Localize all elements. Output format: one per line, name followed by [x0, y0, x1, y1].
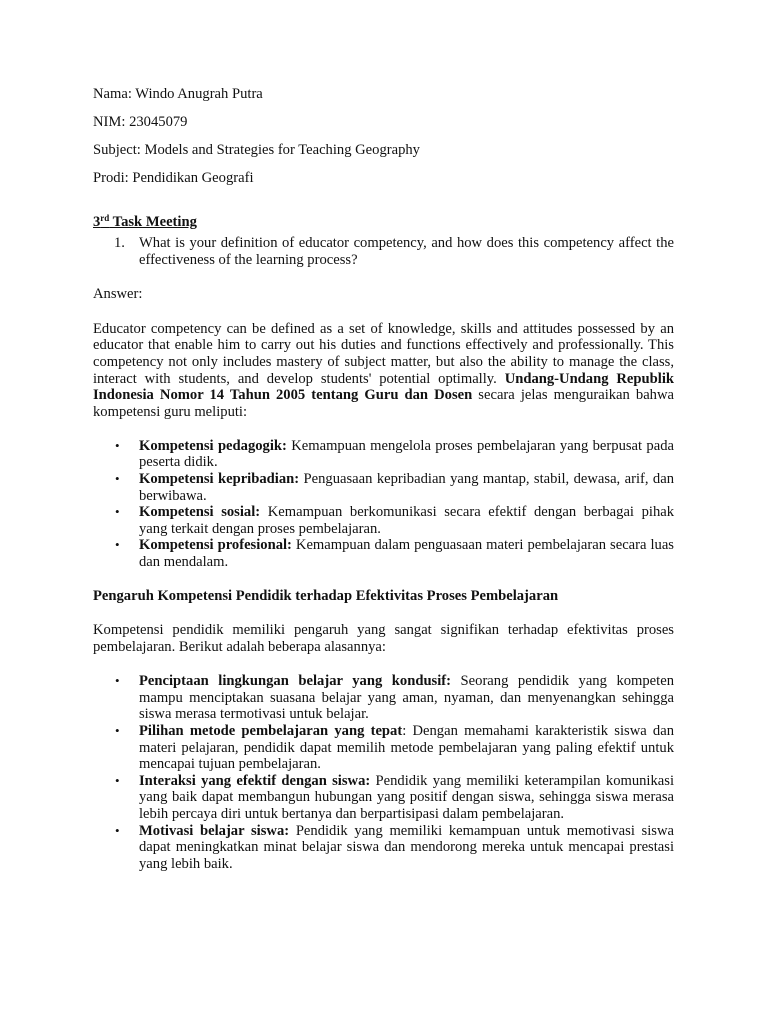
reason-term: Motivasi belajar siswa:	[139, 822, 290, 839]
competency-list	[93, 438, 674, 571]
bullet-icon: •	[115, 437, 120, 453]
competency-term: Kompetensi sosial:	[139, 504, 261, 521]
answer-intro-text: Educator competency can be defined as a set of knowledge, skills and attitudes possessed by an educator that enable him to carry out his duties and functions effectively and professionally. This competency not only includes mastery of subject matter, but also the ability to manage the class, interact with students, and develop students' potential optimally.	[93, 320, 674, 387]
bullet-icon: •	[115, 673, 120, 689]
list-item	[115, 772, 674, 823]
task-title: Task Meeting	[109, 214, 197, 231]
bullet-icon: •	[115, 504, 120, 520]
answer-intro-paragraph	[93, 321, 674, 421]
list-item	[115, 822, 674, 873]
reason-desc: Dengan memahami karakteristik siswa dan materi pelajaran, pendidik dapat memilih metode pembelajaran yang paling efektif untuk mencapai tujuan pembelajaran.	[139, 722, 675, 773]
reason-desc: Pendidik yang memiliki keterampilan komunikasi yang baik dapat membangun hubungan yang positif dengan siswa, sehingga siswa merasa lebih percaya diri untuk bertanya dan berpartisipasi dalam pembelajaran.	[139, 772, 674, 822]
reason-colon: :	[402, 722, 407, 739]
section-intro-paragraph: Kompetensi pendidik memiliki pengaruh yang sangat signifikan terhadap efektivitas proses pembelajaran. Berikut adalah beberapa alasannya:	[93, 622, 674, 656]
bullet-icon: •	[115, 471, 120, 487]
bullet-icon: •	[115, 722, 120, 738]
bullet-icon: •	[115, 772, 120, 788]
question-item	[114, 235, 674, 268]
task-ordinal-suffix: rd	[100, 213, 110, 224]
reason-list	[93, 673, 674, 872]
competency-term: Kompetensi pedagogik:	[139, 437, 287, 454]
prodi-line: Prodi: Pendidikan Geografi	[93, 169, 254, 186]
question-text: What is your definition of educator competency, and how does this competency affect the effectiveness of the learning process?	[139, 235, 674, 268]
law-reference: Undang-Undang Republik Indonesia Nomor 14 Tahun 2005 tentang Guru dan Dosen	[93, 370, 674, 404]
competency-desc: Penguasaan kepribadian yang mantap, stabil, dewasa, arif, dan berwibawa.	[139, 471, 674, 504]
question-list	[93, 235, 674, 268]
document-page	[93, 86, 674, 872]
list-item	[115, 537, 674, 571]
list-item	[115, 471, 674, 504]
student-nim: NIM: 23045079	[93, 113, 188, 130]
bullet-icon: •	[115, 537, 120, 553]
answer-label: Answer:	[93, 286, 143, 303]
list-item	[115, 722, 675, 773]
list-item	[115, 673, 674, 723]
list-item	[115, 437, 674, 471]
competency-desc: Kemampuan dalam penguasaan materi pembelajaran secara luas dan mendalam.	[139, 537, 674, 571]
task-heading	[93, 214, 674, 231]
list-item	[115, 504, 675, 537]
competency-term: Kompetensi kepribadian:	[139, 471, 300, 488]
reason-term: Pilihan metode pembelajaran yang tepat	[139, 722, 403, 739]
task-number: 3	[93, 214, 101, 231]
reason-term: Penciptaan lingkungan belajar yang kondusif:	[139, 673, 452, 690]
subject-line: Subject: Models and Strategies for Teaching Geography	[93, 141, 420, 158]
student-name: Nama: Windo Anugrah Putra	[93, 86, 263, 102]
bullet-icon: •	[115, 822, 120, 838]
section-heading: Pengaruh Kompetensi Pendidik terhadap Efektivitas Proses Pembelajaran	[93, 588, 559, 605]
competency-term: Kompetensi profesional:	[139, 537, 292, 554]
law-reference-rest: secara jelas menguraikan bahwa kompetensi guru meliputi:	[93, 387, 674, 420]
reason-desc: Pendidik yang memiliki kemampuan untuk memotivasi siswa dapat meningkatkan minat belajar siswa dan mendorong mereka untuk mencapai prestasi yang lebih baik.	[139, 822, 674, 872]
reason-desc: Seorang pendidik yang kompeten mampu menciptakan suasana belajar yang aman, nyaman, dan menyenangkan sehingga siswa merasa termotivasi untuk belajar.	[139, 673, 674, 723]
competency-desc: Kemampuan mengelola proses pembelajaran yang berpusat pada peserta didik.	[139, 437, 674, 471]
reason-term: Interaksi yang efektif dengan siswa:	[139, 772, 371, 789]
question-number: 1.	[114, 235, 125, 252]
competency-desc: Kemampuan berkomunikasi secara efektif dengan berbagai pihak yang terkait dengan proses pembelajaran.	[139, 504, 675, 537]
